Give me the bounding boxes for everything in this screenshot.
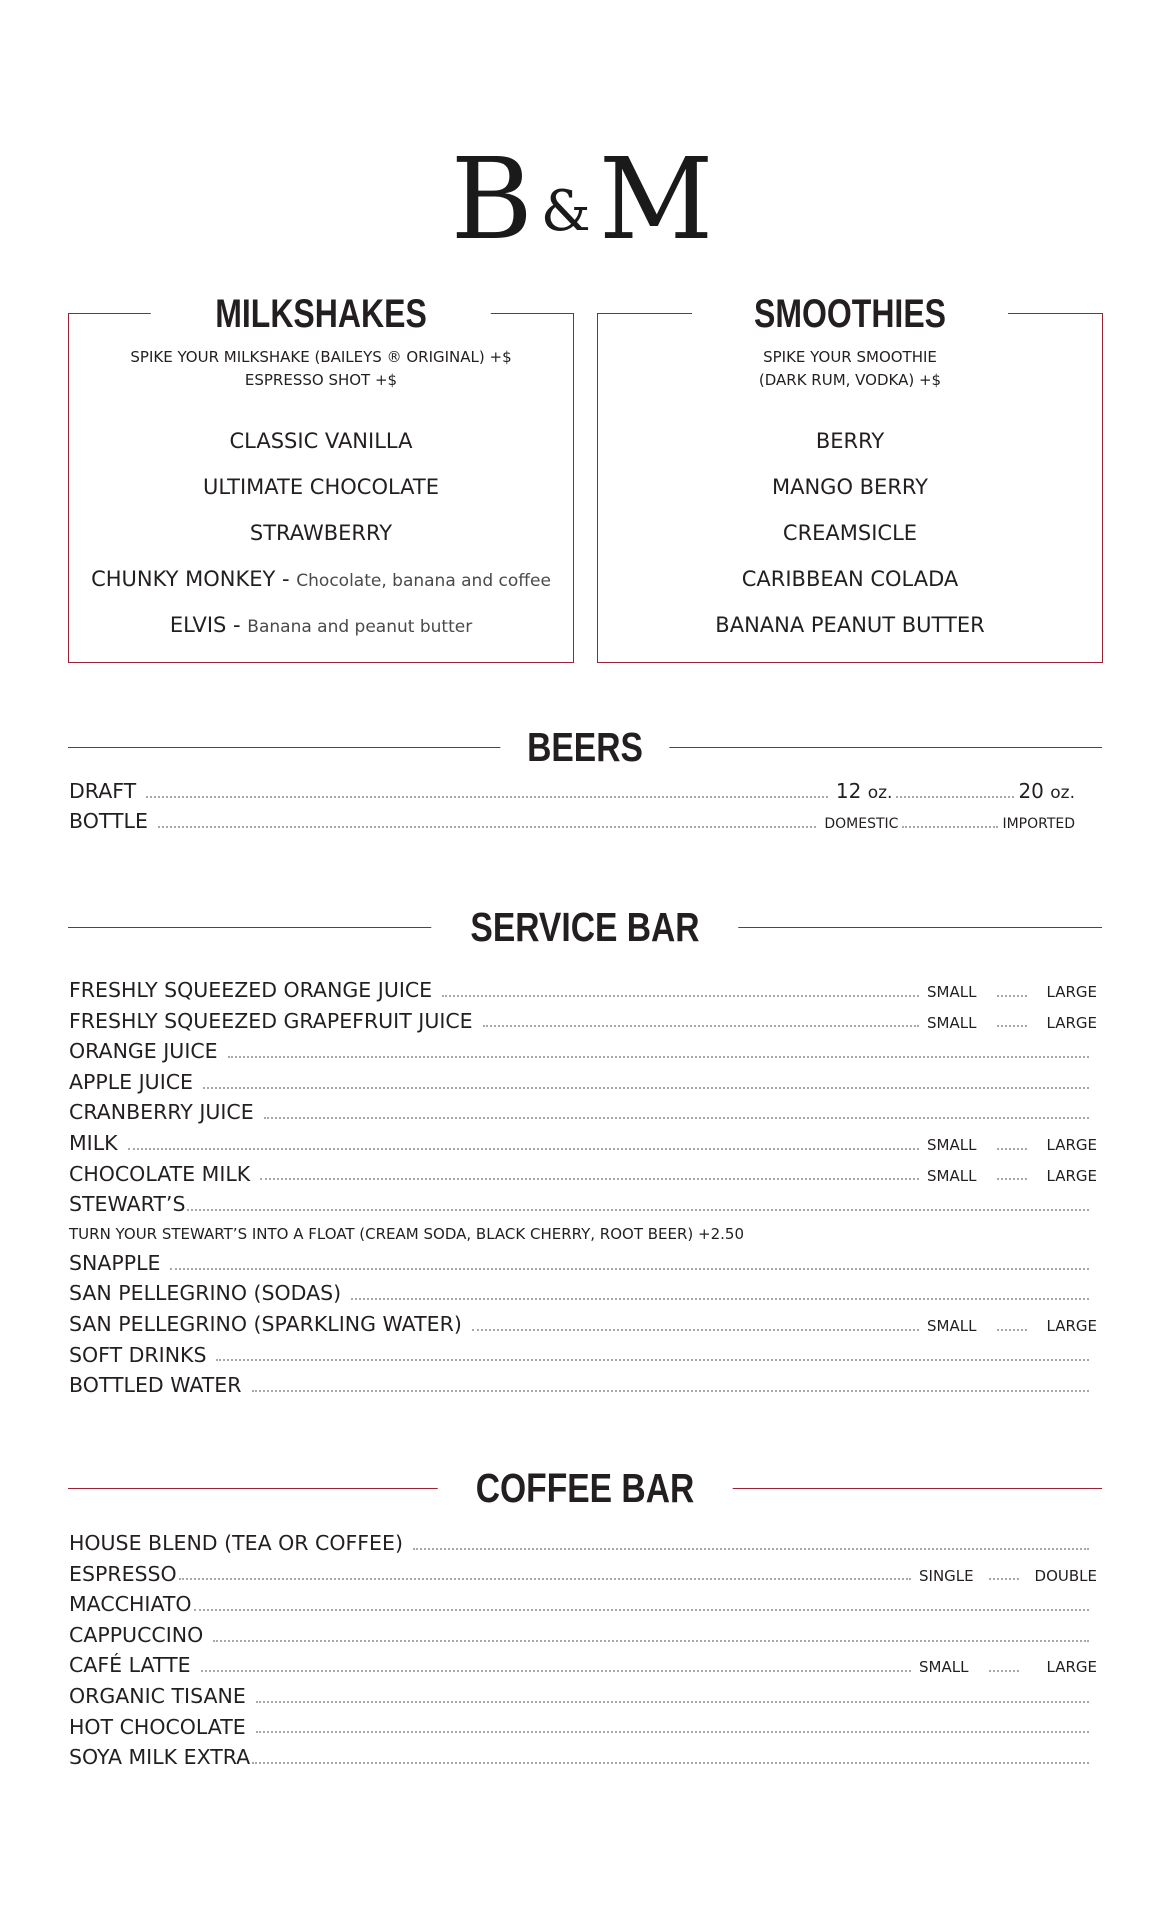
list-item: STEWART’S <box>69 1189 1097 1220</box>
logo-b: B <box>450 135 535 265</box>
coffee-bar-header <box>68 1460 1102 1516</box>
list-item: SOYA MILK EXTRA <box>69 1742 1097 1773</box>
list-item: FRESHLY SQUEEZED GRAPEFRUIT JUICE SMALL LARGE <box>69 1008 1097 1033</box>
beers-list <box>69 776 1097 836</box>
smoothies-note: SPIKE YOUR SMOOTHIE (DARK RUM, VODKA) +$ <box>758 348 942 389</box>
list-item: HOT CHOCOLATE <box>69 1712 1097 1743</box>
list-item: ORGANIC TISANE <box>69 1681 1097 1712</box>
milkshakes-title: MILKSHAKES <box>151 289 491 339</box>
menu-item: CHUNKY MONKEY - Chocolate, banana and coffee <box>91 567 551 591</box>
menu-item: ELVIS - Banana and peanut butter <box>169 613 473 637</box>
smoothies-title: SMOOTHIES <box>692 289 1008 339</box>
list-item: MILK SMALL LARGE <box>69 1130 1097 1155</box>
smoothies-panel <box>597 292 1103 663</box>
logo-ampersand: & <box>540 179 593 244</box>
service-bar-header <box>68 899 1102 955</box>
list-item: CRANBERRY JUICE <box>69 1097 1097 1128</box>
list-item: BOTTLED WATER <box>69 1370 1097 1401</box>
beers-header <box>68 719 1102 775</box>
list-item: SAN PELLEGRINO (SPARKLING WATER) SMALL LARGE <box>69 1311 1097 1336</box>
list-item: HOUSE BLEND (TEA OR COFFEE) <box>69 1528 1097 1559</box>
menu-item: STRAWBERRY <box>249 521 393 545</box>
list-item: SNAPPLE <box>69 1248 1097 1279</box>
service-bar-title: SERVICE BAR <box>431 899 738 955</box>
coffee-bar-list <box>69 1528 1097 1773</box>
smoothies-list <box>598 426 1102 656</box>
menu-item: CARIBBEAN COLADA <box>741 567 959 591</box>
milkshakes-list <box>69 426 573 656</box>
float-note: TURN YOUR STEWART’S INTO A FLOAT (CREAM SODA, BLACK CHERRY, ROOT BEER) +2.50 <box>69 1224 744 1243</box>
milkshakes-panel <box>68 292 574 663</box>
menu-item: MANGO BERRY <box>771 475 928 499</box>
milkshakes-note: SPIKE YOUR MILKSHAKE (BAILEYS ® ORIGINAL) +$ ESPRESSO SHOT +$ <box>130 348 512 389</box>
list-item: SOFT DRINKS <box>69 1340 1097 1371</box>
list-item: MACCHIATO <box>69 1589 1097 1620</box>
list-item: DRAFT 12 oz. 20 oz. <box>69 779 1075 803</box>
list-item: ESPRESSO SINGLE DOUBLE <box>69 1561 1097 1586</box>
service-bar-list <box>69 975 1097 1401</box>
list-item: APPLE JUICE <box>69 1067 1097 1098</box>
menu-item: CREAMSICLE <box>782 521 918 545</box>
menu-item: CLASSIC VANILLA <box>229 429 413 453</box>
list-item: CAPPUCCINO <box>69 1620 1097 1651</box>
list-item: ORANGE JUICE <box>69 1036 1097 1067</box>
menu-item: BERRY <box>815 429 885 453</box>
list-item: CHOCOLATE MILK SMALL LARGE <box>69 1161 1097 1186</box>
list-item: BOTTLE DOMESTIC IMPORTED <box>69 809 1075 833</box>
list-item: FRESHLY SQUEEZED ORANGE JUICE SMALL LARGE <box>69 978 1097 1002</box>
menu-item: BANANA PEANUT BUTTER <box>715 613 985 637</box>
menu-item: ULTIMATE CHOCOLATE <box>202 475 439 499</box>
logo <box>0 135 1166 272</box>
logo-m: M <box>598 135 716 265</box>
beers-title: BEERS <box>500 719 669 775</box>
list-item: CAFÉ LATTE SMALL LARGE <box>69 1653 1097 1678</box>
list-item: SAN PELLEGRINO (SODAS) <box>69 1278 1097 1309</box>
coffee-bar-title: COFFEE BAR <box>438 1460 733 1516</box>
